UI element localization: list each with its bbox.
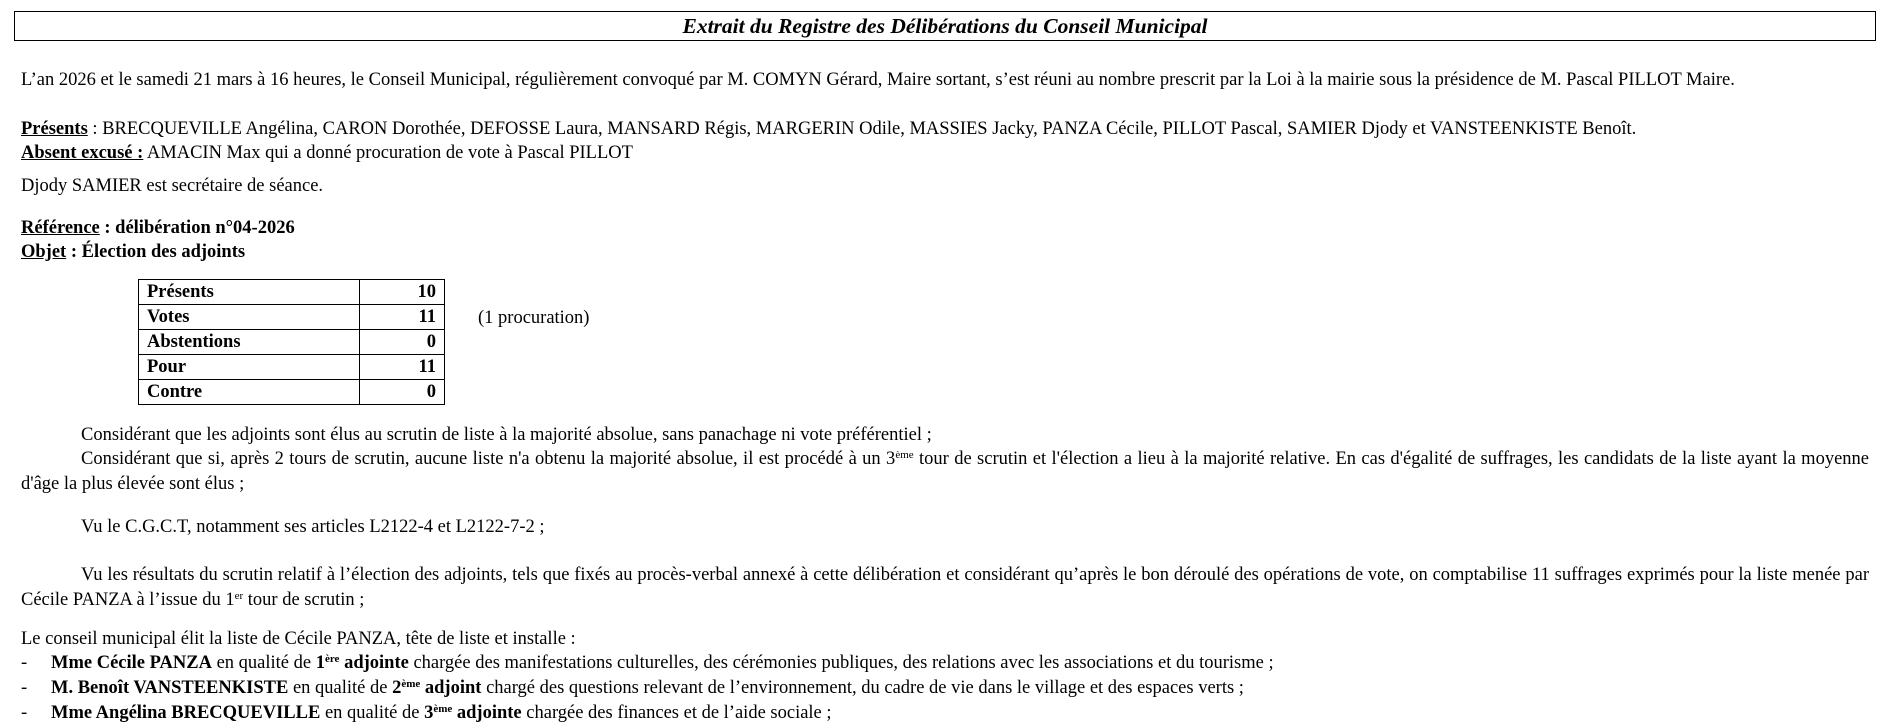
presents-line (21, 117, 1869, 142)
vote-results-table (138, 279, 445, 405)
list-dash: - (21, 703, 28, 723)
adjoint-duties: chargée des manifestations culturelles, des cérémonies publiques, des relations avec les associations et du tourisme ; (408, 653, 1274, 673)
rank-number: 3 (424, 703, 434, 723)
vu-resultats (21, 563, 1869, 612)
absent-label: Absent excusé : (21, 143, 144, 163)
table-row (139, 380, 445, 405)
considerant-2-text-b: tour de scrutin et l'élection a lieu à la majorité relative. En cas d'égalité de suffrages, les candidats de la liste ayant la moyenne d'âge la plus élevée sont élus ; (21, 449, 1869, 494)
table-row (139, 355, 445, 380)
adjoint-mid: en qualité de (211, 653, 316, 673)
object-line (21, 240, 1869, 265)
row-value: 0 (360, 380, 445, 405)
list-item (21, 651, 1869, 676)
vu-resultats-text-a: Vu les résultats du scrutin relatif à l’élection des adjoints, tels que fixés au procès-verbal annexé à cette délibération et considérant qu’après le bon déroulé des opérations de vote, on comptabilise 11 suffrages exprimés pour la liste menée par Cécile PANZA à l’issue du 1 (21, 565, 1869, 610)
vu-resultats-sup: er (234, 589, 244, 602)
list-item (21, 676, 1869, 701)
row-label: Présents (139, 280, 360, 305)
vu-resultats-text-b: tour de scrutin ; (243, 589, 365, 610)
adjoint-duties: chargée des finances et de l’aide sociale ; (521, 703, 832, 723)
considerant-2-text-a: Considérant que si, après 2 tours de scrutin, aucune liste n'a obtenu la majorité absolue, il est procédé à un 3 (81, 449, 896, 469)
rank-number: 1 (315, 653, 325, 673)
object-label: Objet (21, 242, 67, 262)
presents-list: BRECQUEVILLE Angélina, CARON Dorothée, DEFOSSE Laura, MANSARD Régis, MARGERIN Odile, MASSIES Jacky, PANZA Cécile, PILLOT Pascal, SAMIER Djody et VANSTEENKISTE Benoît. (102, 119, 1637, 139)
object-text: : Élection des adjoints (66, 242, 246, 262)
rank-number: 2 (392, 678, 402, 698)
adjoint-mid: en qualité de (320, 703, 425, 723)
absent-line (21, 141, 1869, 166)
considerant-2 (21, 447, 1869, 496)
reference-label: Référence (21, 218, 100, 238)
adjoint-name: Mme Cécile PANZA (51, 653, 212, 673)
document-title: Extrait du Registre des Délibérations du Conseil Municipal (14, 11, 1876, 41)
vu-cgct: Vu le C.G.C.T, notamment ses articles L2122-4 et L2122-7-2 ; (81, 517, 545, 537)
election-lead: Le conseil municipal élit la liste de Cécile PANZA, tête de liste et installe : (21, 629, 576, 649)
adjoint-mid: en qualité de (288, 678, 393, 698)
reference-text: : délibération n°04-2026 (99, 218, 295, 238)
row-value: 11 (360, 305, 445, 330)
row-label: Votes (139, 305, 360, 330)
list-dash: - (21, 678, 28, 698)
rank-role: adjoint (420, 678, 482, 698)
adjoint-name: M. Benoît VANSTEENKISTE (51, 678, 289, 698)
adjoint-rank (316, 653, 409, 673)
list-dash: - (21, 653, 28, 673)
secretary-line: Djody SAMIER est secrétaire de séance. (21, 176, 324, 196)
row-value: 11 (360, 355, 445, 380)
considerant-1: Considérant que les adjoints sont élus au scrutin de liste à la majorité absolue, sans panachage ni vote préférentiel ; (81, 425, 932, 445)
reference-line (21, 216, 1869, 241)
row-label: Abstentions (139, 330, 360, 355)
row-value: 10 (360, 280, 445, 305)
table-row (139, 280, 445, 305)
adjoint-rank (424, 703, 522, 723)
presents-label: Présents (21, 119, 88, 139)
row-value: 0 (360, 330, 445, 355)
rank-sup: ère (324, 653, 340, 665)
absent-text: AMACIN Max qui a donné procuration de vote à Pascal PILLOT (143, 143, 633, 163)
presents-separator: : (87, 119, 103, 139)
table-row (139, 305, 445, 330)
adjoint-rank (392, 678, 481, 698)
rank-sup: ème (433, 703, 453, 715)
considerant-2-sup: ème (895, 449, 914, 461)
intro-paragraph: L’an 2026 et le samedi 21 mars à 16 heures, le Conseil Municipal, régulièrement convoqué par M. COMYN Gérard, Maire sortant, s’est réuni au nombre prescrit par la Loi à la mairie sous la présidence de M. Pascal PILLOT Maire. (21, 70, 1735, 90)
table-row (139, 330, 445, 355)
row-label: Contre (139, 380, 360, 405)
adjoint-duties: chargé des questions relevant de l’environnement, du cadre de vie dans le village et des espaces verts ; (481, 678, 1244, 698)
rank-sup: ème (401, 678, 421, 690)
rank-role: adjointe (452, 703, 522, 723)
procuration-note: (1 procuration) (478, 308, 590, 328)
row-label: Pour (139, 355, 360, 380)
rank-role: adjointe (339, 653, 409, 673)
adjoint-name: Mme Angélina BRECQUEVILLE (51, 703, 321, 723)
